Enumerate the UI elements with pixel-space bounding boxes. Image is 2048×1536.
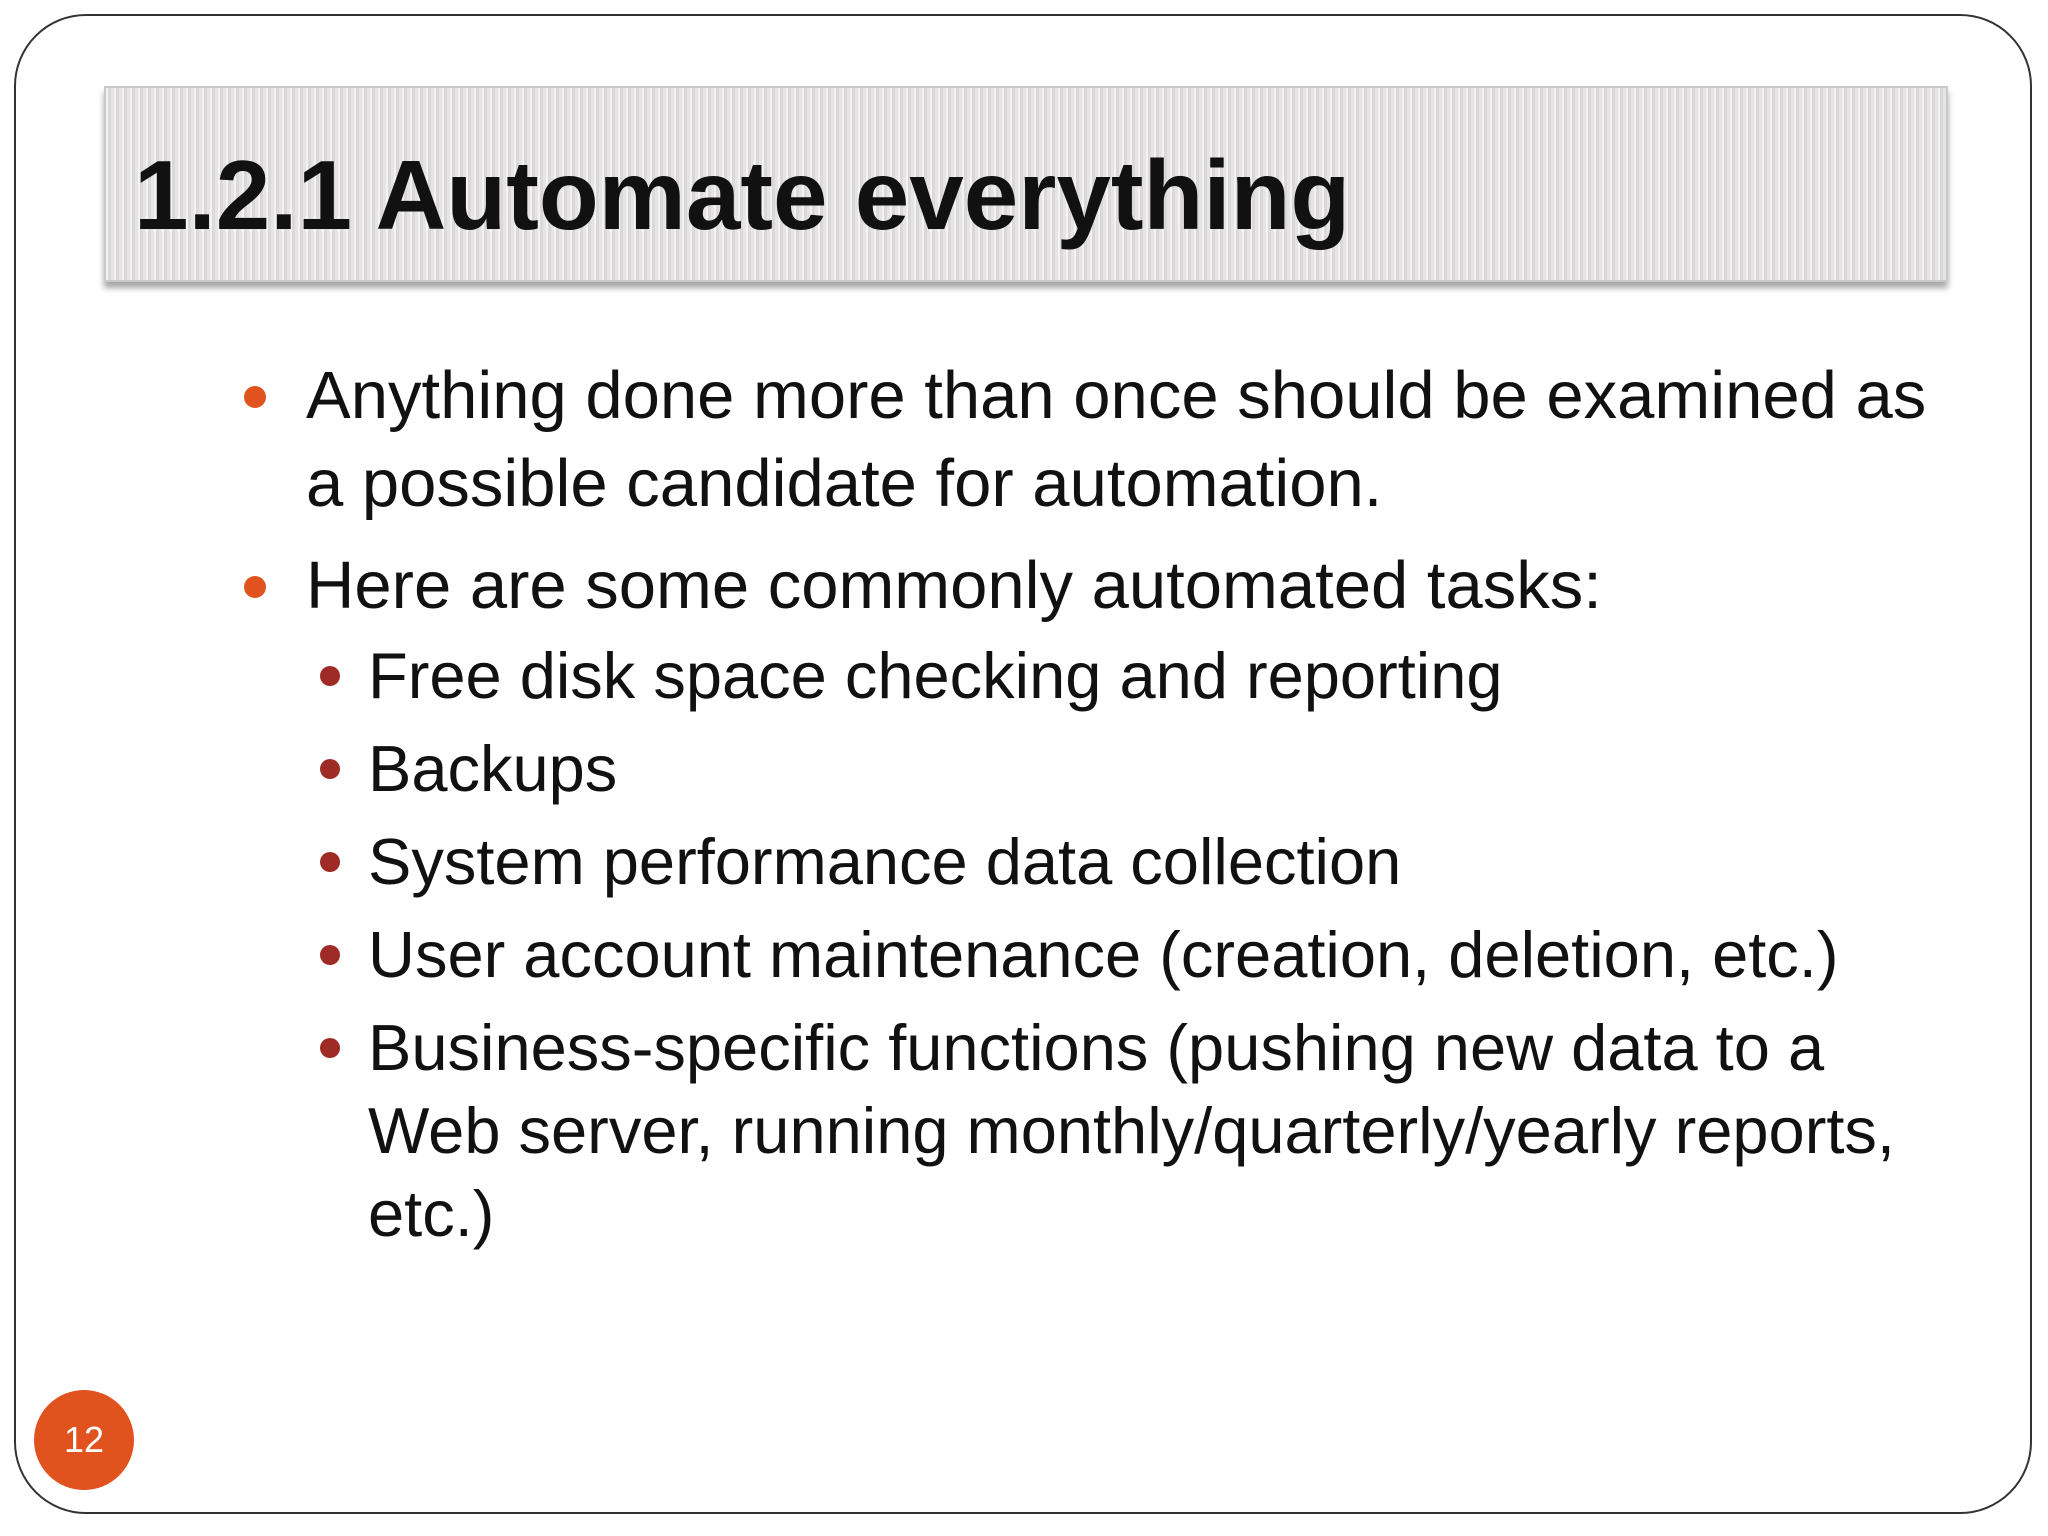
slide <box>14 14 2032 1514</box>
bullet-item <box>244 542 1944 1255</box>
sub-bullet-list <box>306 634 1944 1255</box>
sub-bullet-item <box>306 1006 1944 1255</box>
bullet-item <box>244 352 1944 528</box>
page-number-badge: 12 <box>34 1390 134 1490</box>
slide-content <box>96 306 1956 1406</box>
bullet-list <box>244 352 1944 1269</box>
bullet-text: Here are some commonly automated tasks: <box>306 548 1602 623</box>
sub-bullet-item <box>306 820 1944 903</box>
sub-bullet-item <box>306 727 1944 810</box>
sub-bullet-dot-icon <box>320 852 340 872</box>
sub-bullet-item <box>306 913 1944 996</box>
sub-bullet-text: Business-specific functions (pushing new data to a Web server, running monthly/quarterly/yearly reports, etc.) <box>368 1011 1895 1250</box>
sub-bullet-text: Free disk space checking and reporting <box>368 639 1503 712</box>
title-bar <box>104 86 1948 282</box>
sub-bullet-text: System performance data collection <box>368 825 1402 898</box>
sub-bullet-item <box>306 634 1944 717</box>
slide-title: 1.2.1 Automate everything <box>134 140 1351 250</box>
sub-bullet-text: Backups <box>368 732 618 805</box>
sub-bullet-dot-icon <box>320 1038 340 1058</box>
sub-bullet-dot-icon <box>320 666 340 686</box>
bullet-dot-icon <box>244 576 266 598</box>
sub-bullet-dot-icon <box>320 945 340 965</box>
bullet-dot-icon <box>244 386 266 408</box>
bullet-text: Anything done more than once should be examined as a possible candidate for automation. <box>306 358 1927 521</box>
sub-bullet-text: User account maintenance (creation, deletion, etc.) <box>368 918 1839 991</box>
sub-bullet-dot-icon <box>320 759 340 779</box>
